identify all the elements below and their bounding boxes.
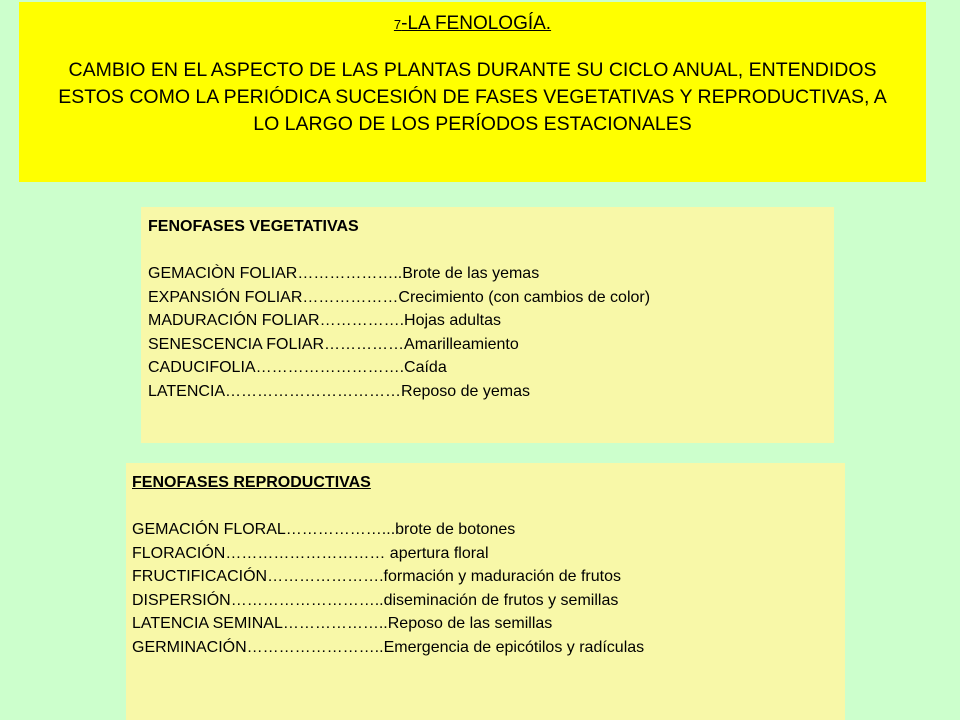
- list-item: CADUCIFOLIA……………………….Caída: [148, 359, 447, 376]
- page-title: [19, 12, 926, 37]
- list-item: GERMINACIÓN……………………..Emergencia de epicótilos y radículas: [132, 638, 645, 656]
- list-item: FLORACIÓN………………………… apertura floral: [132, 544, 489, 562]
- list-item: LATENCIA……………………………Reposo de yemas: [148, 382, 531, 400]
- title-box: [19, 2, 926, 182]
- list-item: GEMACIÒN FOLIAR………………..Brote de las yemas: [148, 265, 540, 282]
- panel-fenofases-reproductivas: [126, 463, 845, 720]
- panel-fenofases-vegetativas: [141, 207, 834, 443]
- list-item: EXPANSIÓN FOLIAR………………Crecimiento (con cambios de color): [148, 288, 651, 306]
- list-item: GEMACIÓN FLORAL………………...brote de botones: [132, 521, 516, 538]
- list-item: DISPERSIÓN………………………..diseminación de frutos y semillas: [132, 591, 619, 609]
- section-title: -LA FENOLOGÍA.: [401, 13, 552, 34]
- list-item: SENESCENCIA FOLIAR……………Amarilleamiento: [148, 335, 519, 353]
- list-item: LATENCIA SEMINAL………………..Reposo de las semillas: [132, 615, 553, 632]
- panel-heading-reproductivas: FENOFASES REPRODUCTIVAS: [132, 474, 371, 491]
- title-description: CAMBIO EN EL ASPECTO DE LAS PLANTAS DURANTE SU CICLO ANUAL, ENTENDIDOS ESTOS COMO LA PERIÓDICA SUCESIÓN DE FASES VEGETATIVAS Y REPRODUCTIVAS, A LO LARGO DE LOS PERÍODOS ESTACIONALES: [58, 59, 887, 135]
- list-item: MADURACIÓN FOLIAR…………….Hojas adultas: [148, 312, 501, 329]
- panel-heading-vegetativas: FENOFASES VEGETATIVAS: [148, 218, 359, 235]
- list-item: FRUCTIFICACIÓN………………….formación y maduración de frutos: [132, 568, 621, 585]
- section-number: 7: [393, 17, 402, 32]
